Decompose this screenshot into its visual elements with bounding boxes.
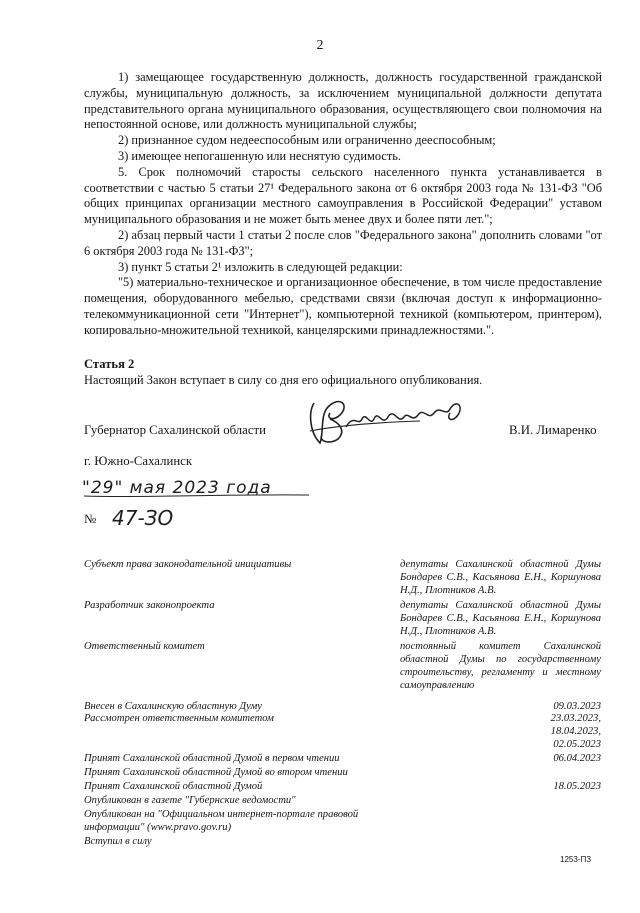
event-date: 02.05.2023 [553, 739, 601, 750]
paragraph: "5) материально-техническое и организационное обеспечение, в том числе предоставление помещения, оборудованного мебелью, средствами связи (включая доступ к информационно-телекоммуникационной сети "Интернет"), компьютерной техникой (компьютером, принтером), копировально-множительной техникой, канцелярскими принадлежностями.". [84, 275, 602, 337]
city: г. Южно-Сахалинск [84, 454, 193, 468]
event-label: Принят Сахалинской областной Думой в первом чтении [84, 753, 340, 764]
number-label: № [84, 512, 97, 526]
event-label: Рассмотрен ответственным комитетом [84, 713, 274, 724]
event-label: Принят Сахалинской областной Думой [84, 781, 263, 792]
handwritten-date: "29" мая 2023 года [82, 478, 272, 498]
meta-value: депутаты Сахалинской областной Думы Бондарев С.В., Касьянова Е.Н., Коршунова Н.Д., Плотников А.В. [400, 600, 601, 637]
handwritten-number: 47-ЗО [112, 506, 174, 530]
article-text: Настоящий Закон вступает в силу со дня его официального опубликования. [84, 372, 483, 387]
paragraph: 2) абзац первый части 1 статьи 2 после слов "Федерального закона" дополнить словами "от 6 октября 2003 года № 131-ФЗ"; [84, 227, 602, 258]
event-date: 09.03.2023 [553, 701, 601, 712]
paragraph: 5. Срок полномочий старосты сельского населенного пункта устанавливается в соответствии с частью 5 статьи 27¹ Федерального закона от 6 октября 2003 года № 131-ФЗ "Об общих принципах организации местного самоуправления в Российской Федерации" уставом муниципального образования и не может быть менее двух и более пяти лет."; [84, 164, 602, 227]
event-label: Опубликован в газете "Губернские ведомости" [84, 795, 296, 806]
event-label: Принят Сахалинской областной Думой во втором чтении [84, 767, 348, 778]
law-text [84, 70, 602, 339]
meta-label: Разработчик законопроекта [84, 600, 215, 611]
paragraph: 2) признанное судом недееспособным или ограниченно дееспособным; [118, 133, 496, 148]
event-label: Опубликован на "Официальном интернет-портале правовой информации" (www.pravo.gov.ru) [84, 809, 359, 833]
page-number: 2 [316, 38, 324, 53]
meta-label: Ответственный комитет [84, 641, 205, 652]
event-date: 18.05.2023 [553, 781, 601, 792]
paragraph: 3) пункт 5 статьи 2¹ изложить в следующей редакции: [118, 259, 403, 274]
event-label: Внесен в Сахалинскую областную Думу [84, 701, 262, 712]
meta-value: постоянный комитет Сахалинской областной Думы по государственному строительству, регламенту и местному самоуправлению [400, 641, 601, 691]
event-label: Вступил в силу [84, 836, 152, 847]
meta-label: Субъект права законодательной инициативы [84, 559, 292, 570]
event-date: 06.04.2023 [553, 753, 601, 764]
signature-image [300, 383, 475, 458]
document-code: 1253-ПЗ [560, 855, 592, 864]
governor-name: В.И. Лимаренко [509, 423, 597, 437]
event-date: 23.03.2023, [550, 713, 601, 724]
article-title: Статья 2 [84, 357, 135, 371]
paragraph: 3) имеющее непогашенную или неснятую судимость. [118, 148, 401, 163]
event-date: 18.04.2023, [550, 726, 601, 737]
meta-value: депутаты Сахалинской областной Думы Бондарев С.В., Касьянова Е.Н., Коршунова Н.Д., Плотников А.В. [400, 559, 601, 596]
date-underline [84, 492, 309, 500]
governor-title: Губернатор Сахалинской области [84, 423, 266, 437]
paragraph: 1) замещающее государственную должность, должность государственной гражданской службы, муниципальную должность, за исключением муниципальной должности депутата представительного органа муниципального образования, осуществляющего свои полномочия на непостоянной основе, или должность муниципальной службы; [84, 70, 602, 132]
